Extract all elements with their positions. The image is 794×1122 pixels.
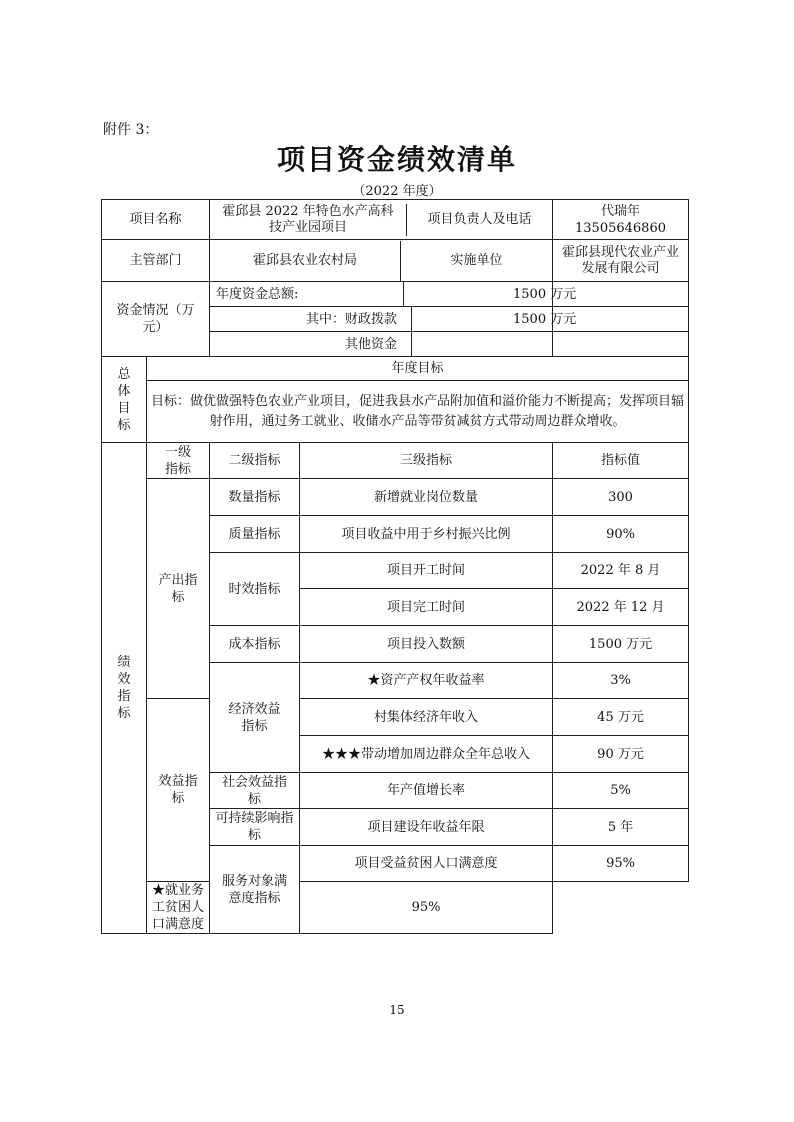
indicator-value: 5 年 <box>553 809 689 846</box>
indicator-name: 新增就业岗位数量 <box>300 479 553 516</box>
indicator-name: 项目完工时间 <box>300 589 553 626</box>
indicator-name: 村集体经济年收入 <box>300 699 553 736</box>
indicator-value: 95% <box>553 846 689 882</box>
indicator-value: 5% <box>553 773 689 809</box>
goal-header: 年度目标 <box>147 357 689 381</box>
project-name-cell <box>210 200 553 240</box>
dept-label: 主管部门 <box>102 240 210 282</box>
indicator-value: 3% <box>553 663 689 699</box>
indicator-name: 项目建设年收益年限 <box>300 809 553 846</box>
goal-label: 总体目标 <box>102 357 147 443</box>
indicator-value: 1500 万元 <box>553 626 689 663</box>
funds-label: 资金情况（万元） <box>102 282 210 357</box>
funds-other-label: 其他资金 <box>210 332 412 356</box>
indicator-name: 项目开工时间 <box>300 553 553 589</box>
level1-output: 产出指标 <box>147 479 210 699</box>
indicator-value: 45 万元 <box>553 699 689 736</box>
table-row <box>102 699 689 736</box>
level2-cost: 成本指标 <box>210 626 300 663</box>
table-row <box>102 882 689 934</box>
indicator-value: 300 <box>553 479 689 516</box>
header-level3: 三级指标 <box>300 443 553 479</box>
indicator-value: 90% <box>553 516 689 553</box>
header-value: 指标值 <box>553 443 689 479</box>
project-leader-label: 项目负责人及电话 <box>427 212 532 227</box>
project-name-label: 项目名称 <box>102 200 210 240</box>
project-leader-value: 代瑞年 13505646860 <box>553 200 689 240</box>
level2-quality: 质量指标 <box>210 516 300 553</box>
level2-satisfaction: 服务对象满意度指标 <box>210 846 300 934</box>
funds-total-cell <box>210 282 553 307</box>
level2-quantity: 数量指标 <box>210 479 300 516</box>
attachment-label: 附件 3： <box>103 122 159 138</box>
funds-total-value: 1500 万元 <box>553 282 689 307</box>
indicator-name: 年产值增长率 <box>300 773 553 809</box>
impl-value: 霍邱县现代农业产业发展有限公司 <box>553 240 689 282</box>
funds-other-gap <box>412 332 553 356</box>
indicators-label: 绩效指标 <box>102 443 147 934</box>
funds-fiscal-label: 其中：财政拨款 <box>210 307 412 331</box>
indicator-value: 2022 年 12 月 <box>553 589 689 626</box>
table-row <box>102 479 689 516</box>
level2-sustainable: 可持续影响指标 <box>210 809 300 846</box>
indicator-name: 项目受益贫困人口满意度 <box>300 846 553 882</box>
table-row <box>102 381 689 443</box>
project-name-value: 霍邱县 2022 年特色水产高科技产业园项目 <box>210 204 407 236</box>
table-row <box>102 357 689 381</box>
funds-total-label: 年度资金总额: <box>210 282 404 306</box>
funds-other-value <box>553 332 689 357</box>
performance-table <box>101 199 689 934</box>
table-row <box>102 240 689 282</box>
indicator-name: ★就业务工贫困人口满意度 <box>147 882 210 934</box>
level1-benefit: 效益指标 <box>147 699 210 882</box>
indicator-name: 项目投入数额 <box>300 626 553 663</box>
table-row <box>102 282 689 307</box>
dept-cell <box>210 240 553 282</box>
header-level2: 二级指标 <box>210 443 300 479</box>
level2-timeliness: 时效指标 <box>210 553 300 626</box>
indicator-value: 90 万元 <box>553 736 689 773</box>
page-number: 15 <box>389 1003 405 1017</box>
header-level1: 一级指标 <box>147 443 210 479</box>
indicator-name: ★资产产权年收益率 <box>300 663 553 699</box>
page-subtitle: （2022 年度） <box>352 184 442 199</box>
indicator-value: 2022 年 8 月 <box>553 553 689 589</box>
table-row <box>102 443 689 479</box>
indicator-name: ★★★带动增加周边群众全年总收入 <box>300 736 553 773</box>
page-title: 项目资金绩效清单 <box>276 143 517 176</box>
funds-other-cell <box>210 332 553 357</box>
table-row <box>102 200 689 240</box>
goal-text: 目标：做优做强特色农业产业项目，促进我县水产品附加值和溢价能力不断提高；发挥项目辐射作用，通过务工就业、收储水产品等带贫减贫方式带动周边群众增收。 <box>147 381 689 443</box>
indicator-value: 95% <box>300 882 553 934</box>
level2-social: 社会效益指标 <box>210 773 300 809</box>
funds-fiscal-value: 1500 万元 <box>553 307 689 332</box>
indicator-name: 项目收益中用于乡村振兴比例 <box>300 516 553 553</box>
funds-fiscal-cell <box>210 307 553 332</box>
level2-economic: 经济效益指标 <box>210 663 300 773</box>
impl-label: 实施单位 <box>450 253 503 268</box>
dept-value: 霍邱县农业农村局 <box>210 241 401 281</box>
